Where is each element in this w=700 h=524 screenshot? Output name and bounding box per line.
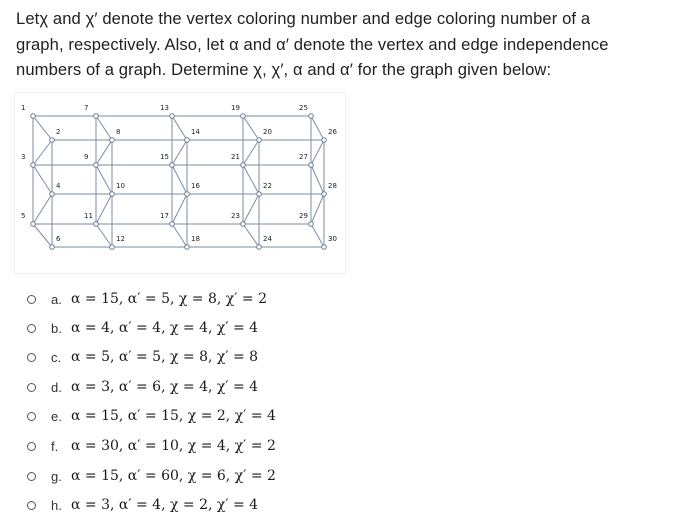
vertex-label: 23 (231, 212, 240, 220)
vertex-label: 11 (84, 212, 93, 220)
option-letter: e. (51, 408, 62, 424)
graph-svg (14, 92, 346, 274)
graph-vertex (110, 138, 115, 143)
graph-edge (96, 224, 112, 247)
graph-vertex (185, 245, 190, 250)
graph-vertex (50, 192, 55, 197)
radio-button-icon[interactable] (27, 472, 36, 481)
vertex-label: 8 (116, 128, 121, 136)
vertex-label: 29 (299, 212, 308, 220)
vertex-label: 15 (160, 153, 169, 161)
option-e[interactable] (27, 404, 427, 428)
option-letter: h. (51, 497, 62, 513)
vertex-label: 12 (116, 235, 125, 243)
vertex-label: 18 (191, 235, 200, 243)
vertex-label: 30 (328, 235, 337, 243)
vertex-label: 27 (299, 153, 308, 161)
vertex-label: 24 (263, 235, 272, 243)
graph-vertex (31, 114, 36, 119)
option-formula: α = 5, α′ = 5, χ = 8, χ′ = 8 (71, 349, 259, 365)
graph-edge (172, 140, 187, 165)
option-a[interactable] (27, 287, 427, 311)
option-formula: α = 15, α′ = 15, χ = 2, χ′ = 4 (71, 408, 276, 424)
radio-button-icon[interactable] (27, 295, 36, 304)
graph-vertex (241, 114, 246, 119)
option-formula: α = 3, α′ = 4, χ = 2, χ′ = 4 (71, 497, 259, 513)
graph-edge (311, 165, 324, 194)
option-formula: α = 15, α′ = 60, χ = 6, χ′ = 2 (71, 468, 276, 484)
graph-vertex (257, 138, 262, 143)
graph-edge (33, 165, 52, 194)
vertex-label: 21 (231, 153, 240, 161)
vertex-label: 5 (21, 212, 26, 220)
graph-edge (33, 224, 52, 247)
radio-button-icon[interactable] (27, 383, 36, 392)
vertex-label: 10 (116, 182, 125, 190)
vertex-label: 16 (191, 182, 200, 190)
vertex-label: 14 (191, 128, 200, 136)
graph-edge (311, 224, 324, 247)
radio-button-icon[interactable] (27, 412, 36, 421)
vertex-label: 13 (160, 104, 169, 112)
option-letter: d. (51, 379, 62, 395)
graph-vertex (257, 245, 262, 250)
graph-vertex (185, 192, 190, 197)
vertex-label: 6 (56, 235, 61, 243)
graph-figure (14, 92, 346, 274)
option-letter: b. (51, 320, 62, 336)
graph-vertex (322, 245, 327, 250)
graph-edge (96, 140, 112, 165)
option-letter: f. (51, 438, 59, 454)
graph-edge (311, 194, 324, 224)
graph-edge (172, 165, 187, 194)
graph-edge (172, 194, 187, 224)
vertex-label: 28 (328, 182, 337, 190)
graph-vertex (50, 245, 55, 250)
graph-vertex (110, 245, 115, 250)
option-g[interactable] (27, 464, 427, 488)
graph-vertex (241, 222, 246, 227)
option-b[interactable] (27, 316, 427, 340)
option-f[interactable] (27, 434, 427, 458)
graph-vertex (257, 192, 262, 197)
graph-edge (243, 224, 259, 247)
vertex-label: 17 (160, 212, 169, 220)
radio-button-icon[interactable] (27, 501, 36, 510)
graph-vertex (170, 114, 175, 119)
option-formula: α = 3, α′ = 6, χ = 4, χ′ = 4 (71, 379, 259, 395)
graph-edge (96, 194, 112, 224)
vertex-label: 22 (263, 182, 272, 190)
vertex-label: 2 (56, 128, 61, 136)
graph-edge (33, 116, 52, 140)
graph-vertex (185, 138, 190, 143)
graph-vertex (50, 138, 55, 143)
graph-vertex (241, 163, 246, 168)
graph-edge (243, 165, 259, 194)
option-c[interactable] (27, 345, 427, 369)
graph-vertex (309, 222, 314, 227)
graph-vertex (110, 192, 115, 197)
vertex-label: 20 (263, 128, 272, 136)
graph-edge (243, 194, 259, 224)
radio-button-icon[interactable] (27, 324, 36, 333)
option-d[interactable] (27, 375, 427, 399)
graph-edge (172, 224, 187, 247)
option-formula: α = 15, α′ = 5, χ = 8, χ′ = 2 (71, 291, 267, 307)
graph-edge (33, 140, 52, 165)
vertex-label: 19 (231, 104, 240, 112)
question-text (16, 6, 688, 83)
graph-edge (311, 140, 324, 165)
vertex-label: 9 (84, 153, 89, 161)
vertex-label: 7 (84, 104, 89, 112)
question-line-1: Letχ and χ′ denote the vertex coloring number and edge coloring number of a (16, 9, 591, 28)
graph-vertex (94, 114, 99, 119)
vertex-label: 1 (21, 104, 26, 112)
graph-edge (172, 116, 187, 140)
graph-vertex (31, 222, 36, 227)
vertex-label: 3 (21, 153, 26, 161)
question-line-2: graph, respectively. Also, let α and α′ denote the vertex and edge independence (16, 34, 609, 54)
option-letter: c. (51, 349, 62, 365)
graph-vertex (31, 163, 36, 168)
radio-button-icon[interactable] (27, 353, 36, 362)
graph-vertex (309, 163, 314, 168)
graph-edge (96, 165, 112, 194)
graph-vertex (94, 163, 99, 168)
graph-vertex (322, 192, 327, 197)
graph-vertex (309, 114, 314, 119)
graph-vertex (94, 222, 99, 227)
graph-edge (243, 116, 259, 140)
graph-vertex (170, 163, 175, 168)
radio-button-icon[interactable] (27, 442, 36, 451)
option-letter: g. (51, 468, 62, 484)
question-line-3: numbers of a graph. Determine χ, χ′, α and α′ for the graph given below: (16, 60, 552, 79)
option-formula: α = 30, α′ = 10, χ = 4, χ′ = 2 (71, 438, 276, 454)
option-formula: α = 4, α′ = 4, χ = 4, χ′ = 4 (71, 320, 259, 336)
vertex-label: 26 (328, 128, 337, 136)
graph-edge (243, 140, 259, 165)
option-letter: a. (51, 291, 62, 307)
vertex-label: 4 (56, 182, 61, 190)
option-h[interactable] (27, 493, 427, 517)
graph-edge (33, 194, 52, 224)
vertex-label: 25 (299, 104, 308, 112)
graph-vertex (322, 138, 327, 143)
graph-edge (311, 116, 324, 140)
graph-edge (96, 116, 112, 140)
graph-vertex (170, 222, 175, 227)
